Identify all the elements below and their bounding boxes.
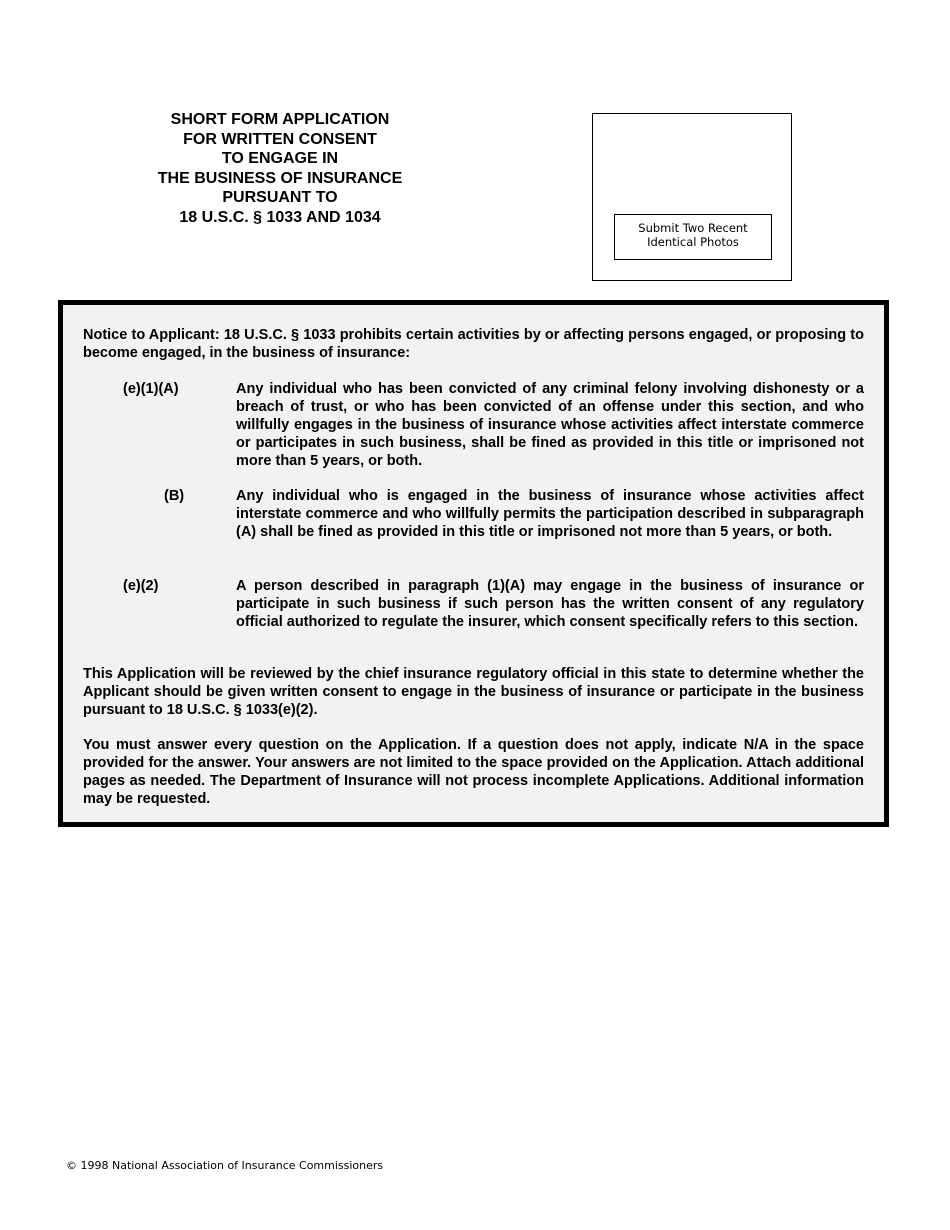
statute-paragraph-b (83, 488, 864, 542)
review-notice: This Application will be reviewed by the chief insurance regulatory official in this state to determine whether the Applicant should be given written consent to engage in the business of insurance or participate in the business pursuant to 18 U.S.C. § 1033(e)(2). (83, 666, 864, 718)
paragraph-label: (e)(2) (123, 578, 159, 594)
title-line: SHORT FORM APPLICATION (170, 111, 390, 128)
photo-label (614, 214, 772, 260)
photo-label-line: Identical Photos (647, 235, 739, 249)
statute-paragraph-e2 (83, 578, 864, 632)
title-line: TO ENGAGE IN (221, 150, 339, 168)
document-title (130, 110, 430, 228)
notice-box (58, 300, 889, 827)
statute-paragraph-e1a (83, 381, 864, 471)
title-line: 18 U.S.C. § 1033 AND 1034 (179, 208, 381, 226)
title-line: FOR WRITTEN CONSENT (183, 130, 377, 148)
paragraph-label: (e)(1)(A) (123, 381, 179, 397)
photo-box (592, 113, 792, 281)
paragraph-label: (B) (164, 488, 185, 504)
paragraph-text: Any individual who has been convicted of any criminal felony involving dishonesty or a breach of trust, or who has been convicted of an offense under this section, and who willfully engages in the business of insurance whose activities affect interstate commerce or participates in such business, shall be fined as provided in this title or imprisoned not more than 5 years, or both. (236, 381, 864, 469)
notice-intro: Notice to Applicant: 18 U.S.C. § 1033 prohibits certain activities by or affecting persons engaged, or proposing to become engaged, in the business of insurance: (83, 327, 864, 361)
photo-label-line: Submit Two Recent (638, 221, 748, 235)
title-line: PURSUANT TO (222, 189, 338, 207)
paragraph-text: A person described in paragraph (1)(A) may engage in the business of insurance or participate in such business if such person has the written consent of any regulatory official authorized to regulate the insurer, which consent specifically refers to this section. (236, 578, 864, 630)
instructions-notice: You must answer every question on the Application. If a question does not apply, indicate N/A in the space provided for the answer. Your answers are not limited to the space provided on the Application. Attach additional pages as needed. The Department of Insurance will not process incomplete Applications. Additional information may be requested. (83, 737, 864, 807)
title-line: THE BUSINESS OF INSURANCE (157, 169, 403, 187)
copyright-footer: © 1998 National Association of Insurance Commissioners (66, 1159, 384, 1172)
paragraph-text: Any individual who is engaged in the business of insurance whose activities affect interstate commerce and who willfully permits the participation described in subparagraph (A) shall be fined as provided in this title or imprisoned not more than 5 years, or both. (236, 488, 864, 540)
